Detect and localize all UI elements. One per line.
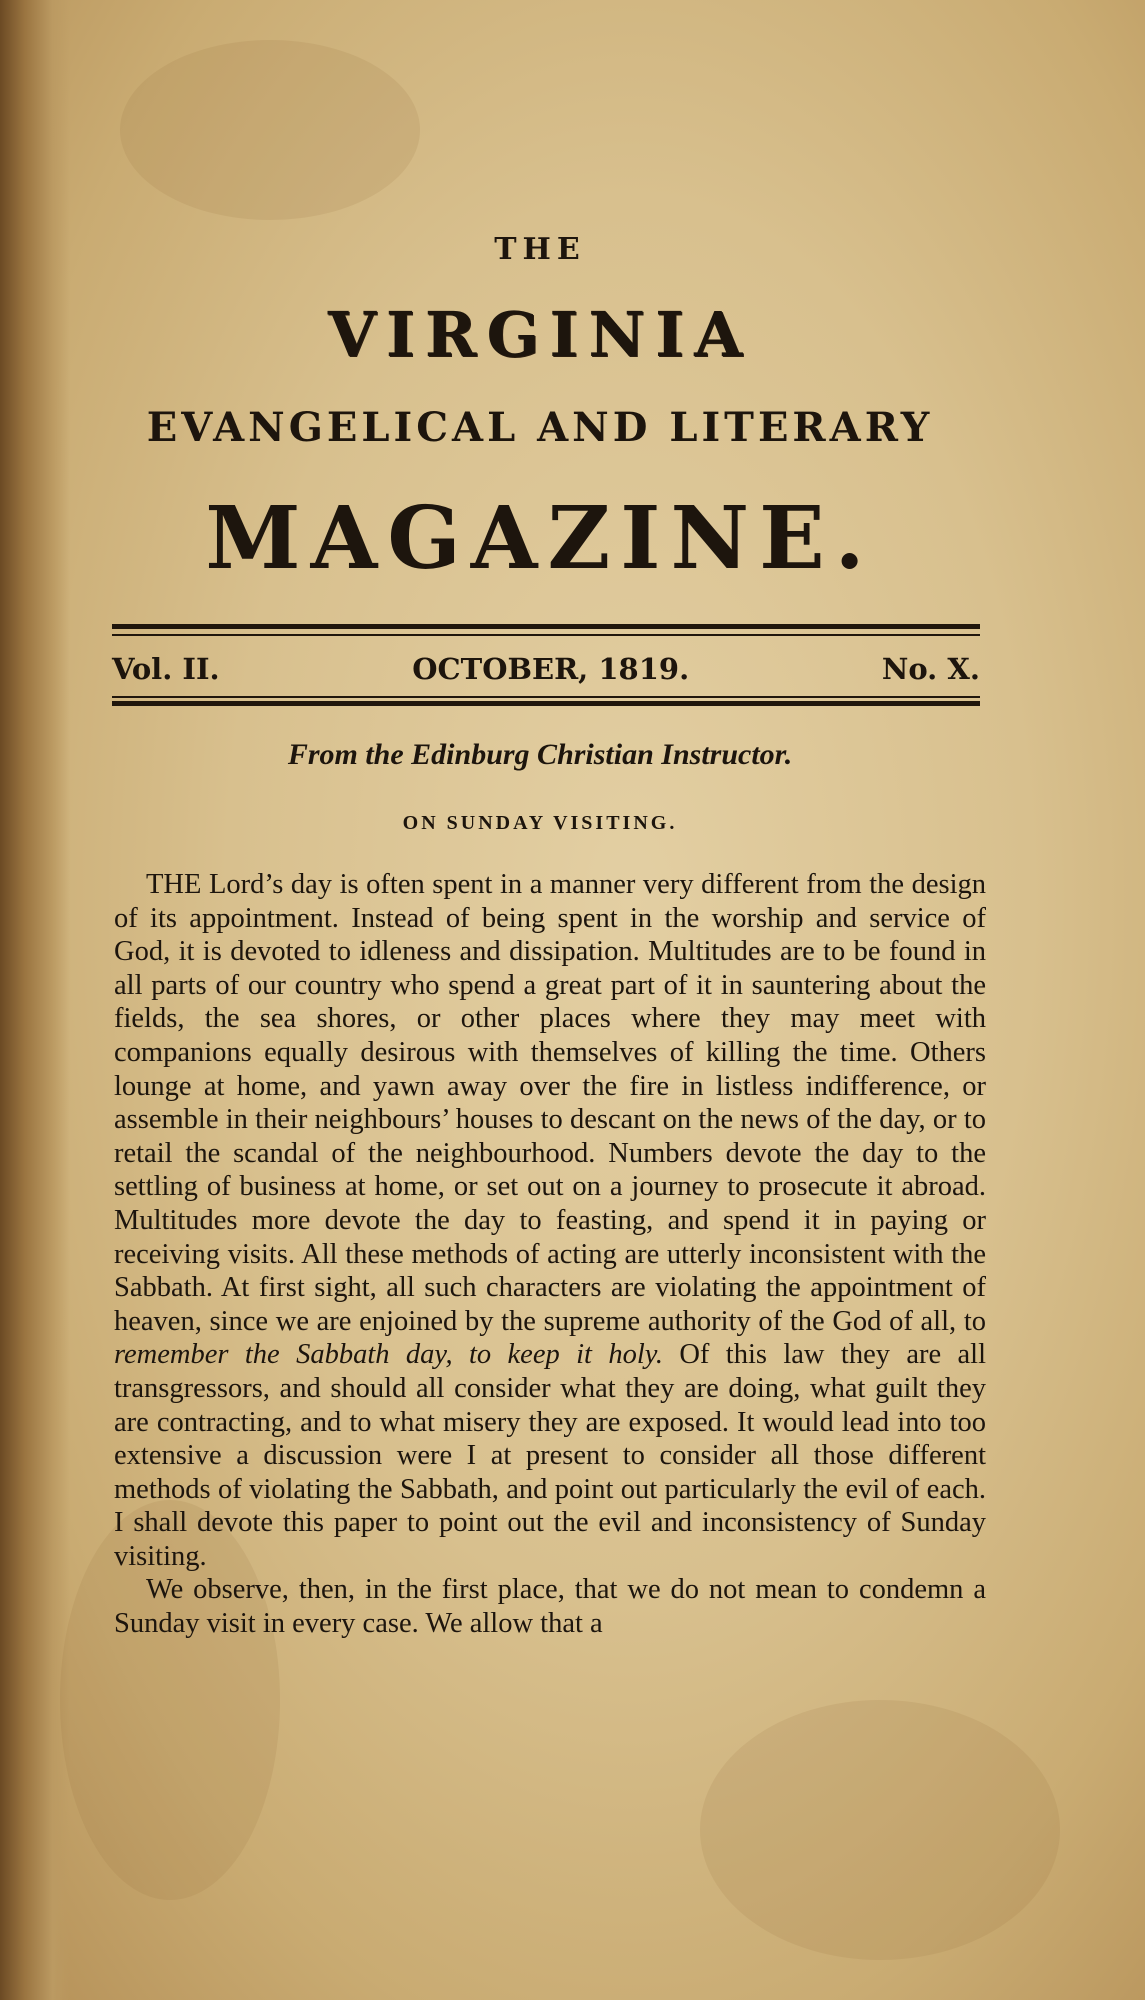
bottom-rule-thin (112, 696, 980, 698)
masthead-the: THE (494, 232, 586, 267)
volume-label: Vol. II. (112, 652, 220, 686)
issue-info-row (112, 648, 980, 690)
issue-number: No. X. (881, 652, 980, 686)
bottom-rule (112, 701, 980, 706)
masthead-evangelical: EVANGELICAL AND LITERARY (146, 404, 934, 451)
masthead-magazine: MAGAZINE. (205, 488, 875, 589)
paragraph-2: We observe, then, in the first place, that we do not mean to condemn a Sunday visit in every case. We allow that a (114, 1574, 986, 1640)
article-body (114, 868, 986, 1641)
paragraph-1 (114, 868, 986, 1573)
issue-date: OCTOBER, 1819. (412, 652, 690, 686)
top-rule (112, 624, 980, 629)
paragraph-1-continuation: Of this law they are all transgressors, and should all consider what they are doing, what guilt they are contracting, and to what misery they are exposed. It would lead into too extensive a discussion were I at present to consider all those different methods of violating the Sabbath, and point out particularly the evil of each. I shall devote this paper to point out the evil and inconsistency of Sunday visiting. (114, 1339, 987, 1572)
paragraph-1-text: THE Lord’s day is often spent in a manner very different from the design of its appointment. Instead of being spent in the worship and service of God, it is devoted to idleness and dissipation. Multitudes are to be found in all parts of our country who spend a great part of it in sauntering about the fields, the sea shores, or other places where they may meet with companions equally desirous with themselves of killing the time. Others lounge at home, and yawn away over the fire in listless indifference, or assemble in their neighbours’ houses to descant on the news of the day, or to retail the scandal of the neighbourhood. Numbers devote the day to the settling of business at home, or set out on a journey to prosecute it abroad. Multitudes more devote the day to feasting, and spend it in paying or receiving visits. All these methods of acting are utterly inconsistent with the Sabbath. At first sight, all such characters are violating the appointment of heaven, since we are enjoined by the supreme authority of the God of all, to (114, 869, 986, 1337)
top-rule-thin (112, 634, 980, 636)
scripture-quote: remember the Sabbath day, to keep it holy. (114, 1339, 663, 1371)
article-source: From the Edinburg Christian Instructor. (287, 738, 793, 771)
article-title: ON SUNDAY VISITING. (402, 812, 678, 834)
paper-stain (700, 1700, 1060, 1960)
masthead-virginia: VIRGINIA (327, 298, 753, 371)
paper-stain (120, 40, 420, 220)
